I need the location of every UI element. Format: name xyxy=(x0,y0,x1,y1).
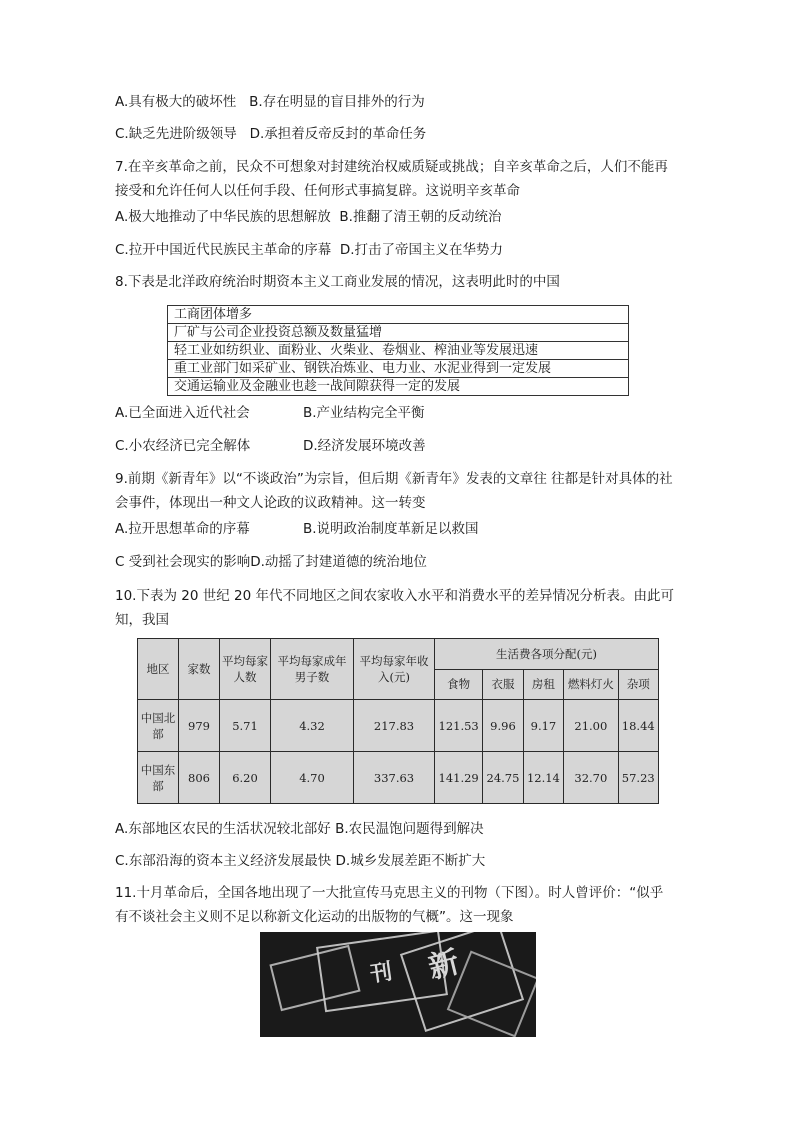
header-avg-income: 平均每家年收入(元) xyxy=(354,639,435,700)
q10-options-row2 xyxy=(115,852,485,870)
header-rent: 房租 xyxy=(523,669,563,700)
q9-option-b: B.说明政治制度革新足以救国 xyxy=(303,521,479,537)
q11-periodicals-photo xyxy=(260,932,536,1037)
q9-option-c: C 受到社会现实的影响 xyxy=(115,554,251,570)
cell-misc: 57.23 xyxy=(618,752,658,804)
cell-clothing: 9.96 xyxy=(483,700,523,752)
table-row xyxy=(168,360,629,378)
cell-region: 中国北部 xyxy=(138,700,179,752)
q7-option-a: A.极大地推动了中华民族的思想解放 xyxy=(115,209,331,225)
q10-option-b: B.农民温饱问题得到解决 xyxy=(335,821,484,837)
table-cell: 轻工业如纺织业、面粉业、火柴业、卷烟业、榨油业等发展迅速 xyxy=(168,342,629,360)
cell-rent: 12.14 xyxy=(523,752,563,804)
q6-options-row1 xyxy=(115,93,425,111)
periodical-title-char: 新 xyxy=(425,944,463,987)
q9-options-row2 xyxy=(115,553,427,571)
table-cell: 工商团体增多 xyxy=(168,306,629,324)
q7-options-row1 xyxy=(115,208,501,226)
q6-option-a: A.具有极大的破坏性 xyxy=(115,94,237,110)
cell-avg-income: 337.63 xyxy=(354,752,435,804)
q10-table xyxy=(137,638,659,804)
q10-options-row1 xyxy=(115,820,484,838)
q9-option-a: A.拉开思想革命的序幕 xyxy=(115,521,250,537)
periodical-title-char: 刊 xyxy=(368,958,394,988)
q10-option-d: D.城乡发展差距不断扩大 xyxy=(335,853,486,869)
q7-option-c: C.拉开中国近代民族民主革命的序幕 xyxy=(115,242,332,258)
table-row xyxy=(168,342,629,360)
q7-stem: 7.在辛亥革命之前，民众不可想象对封建统治权威质疑或挑战；自辛亥革命之后，人们不能再接受和允许任何人以任何手段、任何形式事搞复辟。这说明辛亥革命 xyxy=(115,159,668,199)
q10-scanned-table xyxy=(137,638,659,804)
q6-option-d: D.承担着反帝反封的革命任务 xyxy=(249,126,427,142)
header-misc: 杂项 xyxy=(618,669,658,700)
cell-avg-persons: 6.20 xyxy=(220,752,271,804)
q8-table xyxy=(167,305,629,396)
table-cell: 重工业部门如采矿业、钢铁冶炼业、电力业、水泥业得到一定发展 xyxy=(168,360,629,378)
q11-stem: 11.十月革命后，全国各地出现了一大批宣传马克思主义的刊物（下图）。时人曾评价：“似乎有不谈社会主义则不足以称新文化运动的出版物的气概”。这一现象 xyxy=(115,885,664,925)
cell-misc: 18.44 xyxy=(618,700,658,752)
cell-food: 121.53 xyxy=(435,700,483,752)
q10-stem: 10.下表为 20 世纪 20 年代不同地区之间农家收入水平和消费水平的差异情况分析表。由此可知，我国 xyxy=(115,588,674,628)
q7-option-d: D.打击了帝国主义在华势力 xyxy=(339,242,503,258)
cell-households: 979 xyxy=(179,700,220,752)
cell-avg-persons: 5.71 xyxy=(220,700,271,752)
table-row xyxy=(168,324,629,342)
table-row xyxy=(138,752,659,804)
q6-option-b: B.存在明显的盲目排外的行为 xyxy=(249,94,425,110)
table-header-row xyxy=(138,639,659,670)
q8-options-row1 xyxy=(115,404,425,422)
q10-option-a: A.东部地区农民的生活状况较北部好 xyxy=(115,821,331,837)
q8-options-row2 xyxy=(115,437,426,455)
header-spending-group: 生活费各项分配(元) xyxy=(435,639,659,670)
cell-avg-males: 4.32 xyxy=(271,700,354,752)
header-clothing: 衣服 xyxy=(483,669,523,700)
cell-fuel: 21.00 xyxy=(564,700,618,752)
q8-option-b: B.产业结构完全平衡 xyxy=(303,405,425,421)
cell-avg-males: 4.70 xyxy=(271,752,354,804)
header-avg-persons: 平均每家人数 xyxy=(220,639,271,700)
cell-food: 141.29 xyxy=(435,752,483,804)
q6-options-row2 xyxy=(115,125,426,143)
q9-options-row1 xyxy=(115,520,479,538)
header-fuel: 燃料灯火 xyxy=(564,669,618,700)
q7-options-row2 xyxy=(115,241,503,259)
q7-option-b: B.推翻了清王朝的反动统治 xyxy=(339,209,502,225)
table-row xyxy=(138,700,659,752)
cell-rent: 9.17 xyxy=(523,700,563,752)
q8-option-c: C.小农经济已完全解体 xyxy=(115,438,251,454)
cell-households: 806 xyxy=(179,752,220,804)
table-row xyxy=(168,306,629,324)
header-food: 食物 xyxy=(435,669,483,700)
table-cell: 交通运输业及金融业也趁一战间隙获得一定的发展 xyxy=(168,378,629,396)
header-region: 地区 xyxy=(138,639,179,700)
header-households: 家数 xyxy=(179,639,220,700)
cell-clothing: 24.75 xyxy=(483,752,523,804)
q6-option-c: C.缺乏先进阶级领导 xyxy=(115,126,237,142)
table-row xyxy=(168,378,629,396)
table-cell: 厂矿与公司企业投资总额及数量猛增 xyxy=(168,324,629,342)
q9-stem: 9.前期《新青年》以“不谈政治”为宗旨，但后期《新青年》发表的文章往 往都是针对具体的社会事件，体现出一种文人论政的议政精神。这一转变 xyxy=(115,471,673,511)
q8-option-a: A.已全面进入近代社会 xyxy=(115,405,250,421)
q9-option-d: D.动摇了封建道德的统治地位 xyxy=(250,554,427,570)
cell-region: 中国东部 xyxy=(138,752,179,804)
q8-option-d: D.经济发展环境改善 xyxy=(303,438,426,454)
cell-fuel: 32.70 xyxy=(564,752,618,804)
header-avg-males: 平均每家成年男子数 xyxy=(271,639,354,700)
cell-avg-income: 217.83 xyxy=(354,700,435,752)
q10-option-c: C.东部沿海的资本主义经济发展最快 xyxy=(115,853,332,869)
q8-stem: 8.下表是北洋政府统治时期资本主义工商业发展的情况，这表明此时的中国 xyxy=(115,274,560,290)
